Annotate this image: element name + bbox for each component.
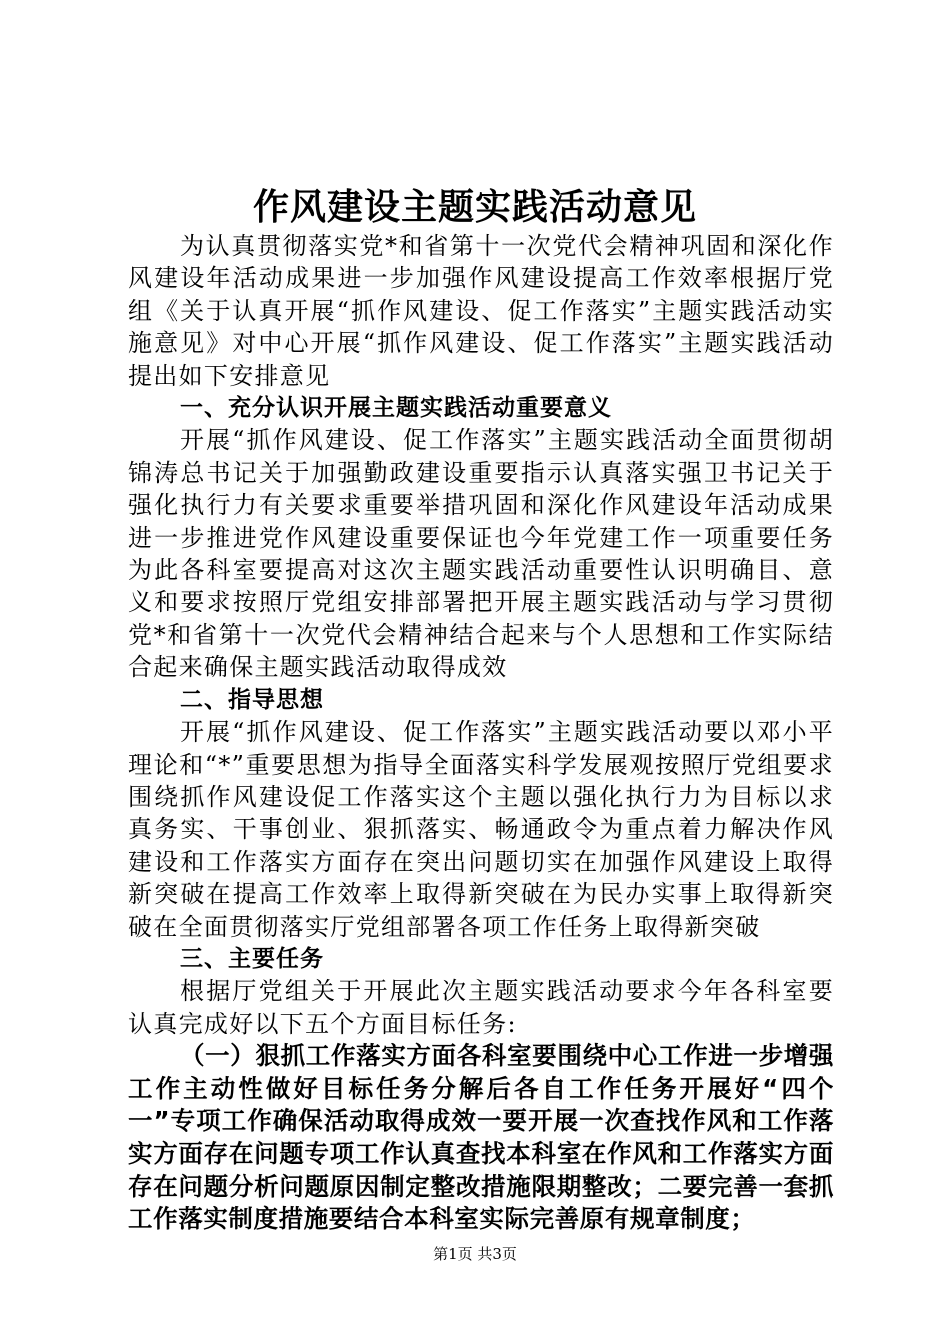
document-title: 作风建设主题实践活动意见 <box>252 186 697 228</box>
intro-paragraph: 为认真贯彻落实党*和省第十一次党代会精神巩固和深化作风建设年活动成果进一步加强作风建设提高工作效率根据厅党组《关于认真开展“抓作风建设、促工作落实”主题实践活动实施意见》对中心开展“抓作风建设、促工作落实”主题实践活动提出如下安排意见 <box>128 232 834 390</box>
task-1-paragraph: （一）狠抓工作落实方面各科室要围绕中心工作进一步增强工作主动性做好目标任务分解后各自工作任务开展好“四个一”专项工作确保活动取得成效一要开展一次查找作风和工作落实方面存在问题专项工作认真查找本科室在作风和工作落实方面存在问题分析问题原因制定整改措施限期整改；二要完善一套抓工作落实制度措施要结合本科室实际完善原有规章制度； <box>128 1041 834 1234</box>
section-3-paragraph: 根据厅党组关于开展此次主题实践活动要求今年各科室要认真完成好以下五个方面目标任务: <box>128 977 834 1038</box>
section-heading-3: 三、主要任务 <box>180 945 324 972</box>
section-heading-2: 二、指导思想 <box>180 686 324 713</box>
section-heading-1: 一、充分认识开展主题实践活动重要意义 <box>180 395 612 422</box>
section-1-paragraph: 开展“抓作风建设、促工作落实”主题实践活动全面贯彻胡锦涛总书记关于加强勤政建设重要指示认真落实强卫书记关于强化执行力有关要求重要举措巩固和深化作风建设年活动成果进一步推进党作风建设重要保证也今年党建工作一项重要任务为此各科室要提高对这次主题实践活动重要性认识明确目、意义和要求按照厅党组安排部署把开展主题实践活动与学习贯彻党*和省第十一次党代会精神结合起来与个人思想和工作实际结合起来确保主题实践活动取得成效 <box>128 426 834 682</box>
document-body <box>128 230 834 1236</box>
section-2-paragraph: 开展“抓作风建设、促工作落实”主题实践活动要以邓小平理论和“*”重要思想为指导全面落实科学发展观按照厅党组要求围绕抓作风建设促工作落实这个主题以强化执行力为目标以求真务实、干事创业、狠抓落实、畅通政令为重点着力解决作风建设和工作落实方面存在突出问题切实在加强作风建设上取得新突破在提高工作效率上取得新突破在为民办实事上取得新突破在全面贯彻落实厅党组部署各项工作任务上取得新突破 <box>128 718 834 941</box>
page-number-footer: 第1页 共3页 <box>433 1245 517 1263</box>
